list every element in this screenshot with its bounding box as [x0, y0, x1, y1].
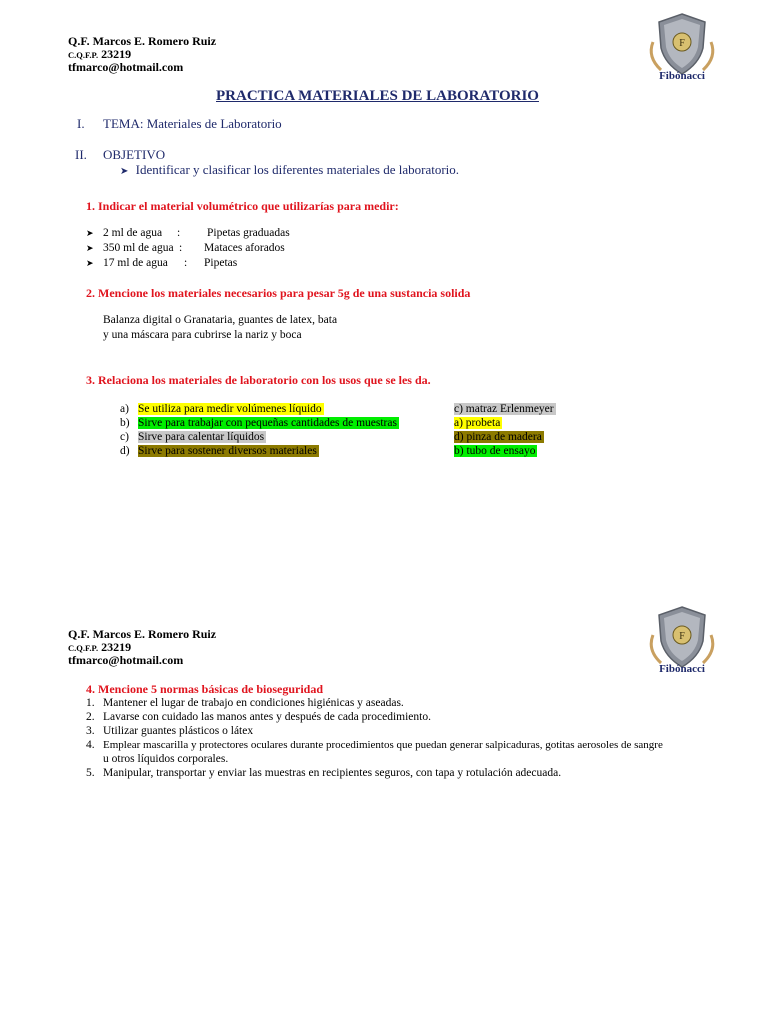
q4-item-4-num: 4.: [86, 739, 95, 751]
q3-answer-c: d) pinza de madera: [454, 431, 542, 443]
question-2-title: 2. Mencione los materiales necesarios para pesar 5g de una sustancia solida: [86, 286, 471, 300]
cqfp-number: 23219: [101, 47, 132, 61]
fibonacci-logo: [643, 605, 721, 675]
q1-item-1-right: Pipetas graduadas: [207, 227, 290, 239]
q4-item-1-text: Mantener el lugar de trabajo en condiciones higiénicas y aseadas.: [103, 697, 404, 709]
q3-letter-b: b): [120, 417, 130, 429]
q4-item-3-num: 3.: [86, 725, 95, 737]
q3-answer-d: b) tubo de ensayo: [454, 445, 536, 457]
logo-initial: F: [679, 631, 685, 642]
author-name: Q.F. Marcos E. Romero Ruiz: [68, 34, 217, 48]
q1-item-3-sep: :: [184, 257, 188, 269]
q2-answer-line-1: Balanza digital o Granataria, guantes de latex, bata: [103, 314, 338, 326]
q3-use-b: Sirve para trabajar con pequeñas cantidades de muestras: [138, 417, 397, 429]
q3-answer-a: c) matraz Erlenmeyer: [454, 403, 554, 415]
q4-item-5-num: 5.: [86, 767, 95, 779]
section-1-number: I.: [77, 116, 85, 131]
q1-item-2-right: Mataces aforados: [204, 242, 285, 254]
q3-letter-c: c): [120, 431, 129, 443]
cqfp-label: C.Q.F.P.: [68, 50, 99, 60]
q4-item-4-text-cont: u otros líquidos corporales.: [103, 753, 229, 765]
q1-item-2: [86, 242, 285, 254]
arrow-bullet-icon: ➤: [120, 166, 129, 177]
q4-item-5-text: Manipular, transportar y enviar las muestras en recipientes seguros, con tapa y rotulación adecuada.: [103, 767, 562, 779]
q4-item-1-num: 1.: [86, 697, 95, 709]
arrow-bullet-icon: ➤: [86, 258, 94, 268]
objective-text: Identificar y clasificar los diferentes materiales de laboratorio.: [135, 162, 460, 177]
question-3-title: 3. Relaciona los materiales de laboratorio con los usos que se les da.: [86, 373, 431, 387]
arrow-bullet-icon: ➤: [86, 228, 94, 238]
q3-use-a: Se utiliza para medir volúmenes líquido: [138, 403, 322, 415]
author-name: Q.F. Marcos E. Romero Ruiz: [68, 627, 217, 641]
author-email: tfmarco@hotmail.com: [68, 60, 184, 74]
logo-text: Fibónacci: [659, 70, 705, 82]
section-1-text: TEMA: Materiales de Laboratorio: [103, 116, 282, 131]
q1-item-2-left: 350 ml de agua: [103, 242, 174, 254]
q1-item-1: [86, 227, 290, 239]
q1-item-3-right: Pipetas: [204, 257, 238, 269]
logo-text: Fibónacci: [659, 663, 705, 675]
q1-item-3: [86, 257, 238, 269]
page-title: PRACTICA MATERIALES DE LABORATORIO: [216, 88, 539, 104]
q1-item-3-left: 17 ml de agua: [103, 257, 168, 269]
cqfp-label: C.Q.F.P.: [68, 643, 99, 653]
q4-item-3-text: Utilizar guantes plásticos o látex: [103, 725, 254, 737]
q3-letter-a: a): [120, 403, 129, 415]
q3-use-c: Sirve para calentar líquidos: [138, 431, 265, 443]
q4-item-2-num: 2.: [86, 711, 95, 723]
section-2-text: OBJETIVO: [103, 147, 166, 162]
author-email: tfmarco@hotmail.com: [68, 653, 184, 667]
fibonacci-logo: [643, 12, 721, 82]
q3-use-d: Sirve para sostener diversos materiales: [138, 445, 317, 457]
q4-item-2-text: Lavarse con cuidado las manos antes y después de cada procedimiento.: [103, 711, 431, 723]
section-2-number: II.: [75, 147, 87, 162]
q4-item-4-text: Emplear mascarilla y protectores oculares durante procedimientos que puedan generar salpicaduras, gotitas aerosoles de sangre: [103, 739, 663, 751]
q3-letter-d: d): [120, 445, 130, 457]
question-1-title: 1. Indicar el material volumétrico que utilizarías para medir:: [86, 199, 399, 213]
q1-item-2-sep: :: [179, 242, 183, 254]
objective-bullet: [120, 162, 459, 178]
arrow-bullet-icon: ➤: [86, 243, 94, 253]
q1-item-1-sep: :: [177, 227, 181, 239]
q2-answer-line-2: y una máscara para cubrirse la nariz y boca: [103, 329, 302, 341]
cqfp-number: 23219: [101, 640, 132, 654]
logo-initial: F: [679, 38, 685, 49]
question-4-title: 4. Mencione 5 normas básicas de bioseguridad: [86, 682, 324, 696]
q3-answer-b: a) probeta: [454, 417, 501, 429]
q1-item-1-left: 2 ml de agua: [103, 227, 163, 239]
